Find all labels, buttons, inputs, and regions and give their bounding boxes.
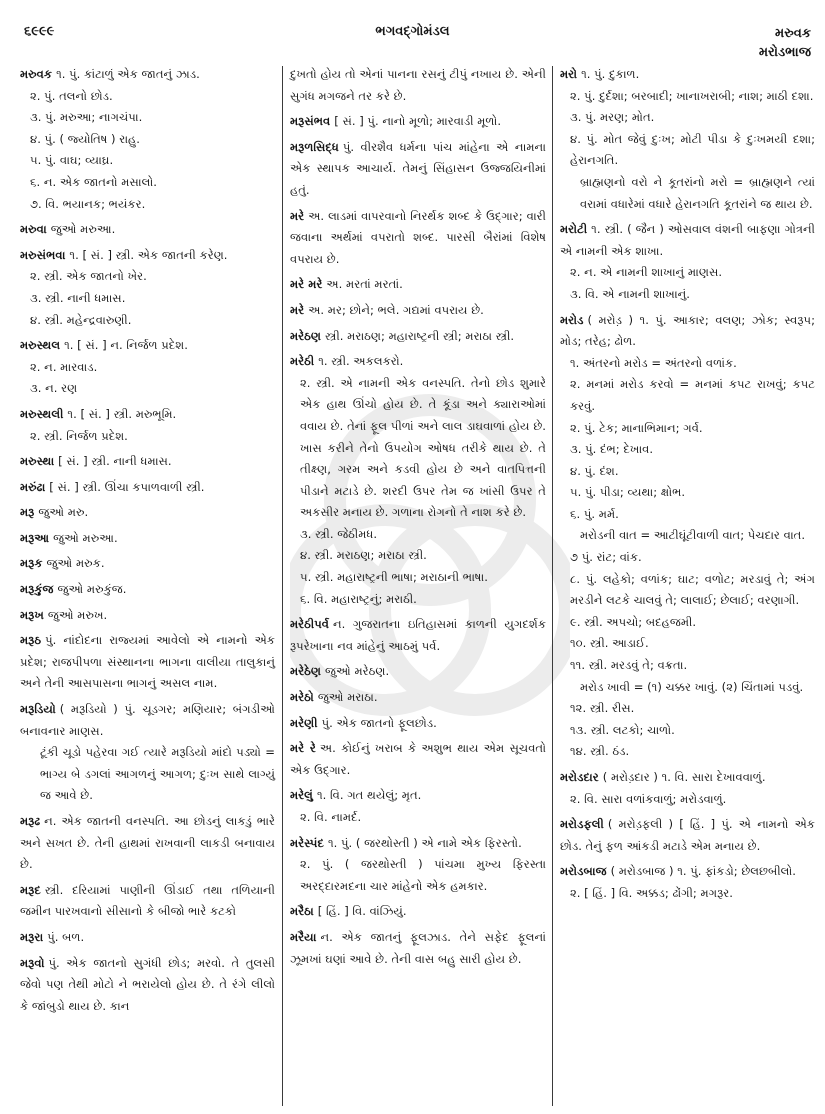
entry-first-line [290, 785, 546, 807]
entry-first-line [20, 502, 275, 524]
entry-first-line [20, 953, 275, 1018]
sense-line: ૩. સ્ત્રી. નાની ધમાસ. [30, 290, 126, 305]
headword: મરૂદ [20, 882, 41, 897]
headword: મરુવક [20, 67, 53, 81]
sense-line: ૭. વિ. ભયાનક; ભયંકર. [30, 196, 146, 211]
sense-line: ૨. ન. એ નામની શાખાનું માણસ. [570, 265, 723, 280]
definition-text: અ. મર; છોને; ભલે. ગદ્યમાં વપરાય છે. [308, 302, 484, 317]
sense-line: ૫. પું. વાઘ; વ્યાઘ્ર. [30, 153, 114, 168]
headword: મરુસ્થલી [20, 406, 64, 421]
sense-line: ૫. પું. પીડા; વ્યથા; ક્ષોભ. [570, 485, 686, 500]
definition-text: જુઓ મરેઠણ. [325, 664, 390, 679]
headword: મરે [290, 302, 305, 317]
entry-first-line [290, 274, 546, 296]
entry-first-line [20, 579, 275, 601]
dictionary-entry [20, 880, 275, 923]
dictionary-entry [20, 553, 275, 575]
sense-line: ૬. વિ. મહારાષ્ટ્રનું; મરાઠી. [300, 591, 417, 606]
dictionary-entry [290, 713, 546, 735]
sense-line: ૭ પું. રાંટ; વાંક. [570, 550, 642, 565]
dictionary-entry [20, 335, 275, 400]
definition-text: પું. એક જાતનો સુગંધી છોડ; મરવો. તે તુલસી જેવો પણ તેથી મોટો ને ભરાયેલો હોય છે. તે રંગે લીલો કે જાંબુડો થાય છે. કાન [20, 955, 275, 1013]
sense-line: ૯. સ્ત્રી. અપચો; બદહજમી. [570, 614, 697, 629]
headword: મરોટી [560, 222, 588, 237]
headword: મરોડ [560, 312, 584, 327]
dictionary-entry [290, 785, 546, 828]
dictionary-columns [0, 64, 825, 1114]
dictionary-entry [20, 219, 275, 241]
dictionary-entry [290, 326, 546, 348]
idiom-line: ટૂંકી ચૂડો પહેરવા ગઈ ત્યારે મરૂડિયો માંદો પડ્યો = ભાગ્ય બે ડગલાં આગળનું આગળ; દુઃખ સાથે લાગ્યું જ આવે છે. [40, 745, 275, 803]
definition-text: ન. એક જાતની વનસ્પતિ. આ છોડનું લાકડું ભારે અને સખત છે. તેની હાથમાં રાખવાની લાકડી બનાવાય છે. [20, 814, 275, 872]
headword: મરૈયા [290, 929, 317, 944]
headword: મરૂઢ [20, 814, 41, 828]
entry-first-line [560, 219, 815, 262]
guide-word-first: મરુવક [775, 26, 811, 41]
dictionary-entry [20, 477, 275, 499]
definition-text: અ. કોઈનું ખરાબ કે અશુભ થાય એમ સૂચવતો એક ઉદ્ગાર. [290, 741, 547, 777]
page-number: ૬૯૯૯ [24, 24, 55, 39]
entry-first-line [290, 738, 546, 781]
sense-line: ૨. મનમાં મરોડ કરવો = મનમાં કપટ રાખવું; કપટ કરવું. [570, 377, 815, 413]
definition-text: [ હિં. ] વિ. વાંઝિયું. [317, 904, 407, 919]
definition-text: અ. મરતાં મરતાં. [326, 277, 403, 292]
definition-text: જુઓ મરુકુંજ. [57, 582, 127, 597]
entry-first-line [290, 614, 546, 657]
entry-first-line [560, 814, 815, 857]
sense-line: ૪. પું. દંશ. [570, 463, 619, 478]
sense-line: ૩. સ્ત્રી. જેઠીમધ. [300, 526, 378, 541]
column-divider [282, 66, 283, 1106]
sense-line: ૨. સ્ત્રી. એ નામની એક વનસ્પતિ. તેનો છોડ શુમારે એક હાથ ઊંચો હોય છે. તે કૂંડા અને ક્યારાઓમાં વવાય છે. તેનાં ફૂલ પીળાં અને લાલ ડાઘવાળાં હોય છે. ખાસ કરીને તેનો ઉપયોગ ઓષધ તરીકે થાય છે. તે તીક્ષ્ણ, ગરમ અને કડવી હોય છે અને વાતપિત્તની પીડાને મટાડે છે. શરદી ઉપર તેમ જ ખાંસી ઉપર તે અકસીર મનાય છે. ગળાના રોગનો તે નાશ કરે છે. [300, 375, 546, 520]
entry-first-line [290, 661, 546, 683]
sense-line: ૧૦. સ્ત્રી. આડાઈ. [570, 636, 649, 651]
dictionary-entry [20, 245, 275, 331]
headword: મરોડદાર [560, 770, 599, 784]
definition-text: પું. નાંદોદના રાજ્યમાં આવેલો એ નામનો એક પ્રદેશ; રાજપીપળા સંસ્થાનના ભાગના વાલીયા તાલુકાનું અને તેની આસપાસના ભાગનું અસલ નામ. [20, 633, 275, 691]
dictionary-entry [560, 310, 815, 763]
column-right [560, 64, 815, 909]
sense-line: ૪. સ્ત્રી. મહેન્દ્રવારુણી. [30, 312, 132, 327]
headword: મરેલું [290, 788, 313, 803]
entry-first-line [290, 206, 546, 271]
dictionary-entry [20, 811, 275, 876]
dictionary-entry [290, 833, 546, 898]
definition-text: દુખતો હોય તો એનાં પાનના રસનું ટીપું નખાય છે. એની સુગંધ મગજને તર કરે છે. [290, 67, 546, 103]
headword: મરૂડિયો [20, 702, 56, 717]
definition-text: ૧. [ સં. ] સ્ત્રી. મરુભૂમિ. [67, 406, 177, 421]
dictionary-entry [20, 927, 275, 949]
headword: મરેસ્પંદ [290, 835, 324, 850]
page-header [0, 22, 825, 62]
sense-line: ૬. ન. એક જાતનો મસાલો. [30, 174, 157, 189]
definition-text: ન. ગુજરાતના ઇતિહાસમાં કાળની યુગદર્શક રૂપરેખાના નવ માંહેનું આઠમું પર્વ. [290, 617, 546, 653]
headword: મરૂઠ [20, 633, 42, 648]
definition-text: સ્ત્રી. મરાઠણ; મહારાષ્ટ્રની સ્ત્રી; મરાઠા સ્ત્રી. [325, 328, 515, 343]
definition-text: [ સં. ] પું. નાનો મૂળો; મારવાડી મૂળો. [334, 114, 502, 129]
headword: મરૂરા [20, 929, 44, 944]
sense-line: ૩. ન. રણ [30, 381, 78, 396]
dictionary-entry [290, 64, 546, 107]
dictionary-entry [20, 64, 275, 215]
column-left [20, 64, 275, 1021]
sense-line: ૩. પું. મરુઆ; નાગચંપા. [30, 110, 143, 125]
headword: મરૂળસિદ્ધ [290, 139, 339, 154]
definition-text: ૧. પું. ( જરથોસ્તી ) એ નામે એક ફિરસ્તો. [327, 835, 522, 850]
sense-line: ૨. વિ. નામર્દ. [300, 810, 362, 824]
entry-first-line [20, 528, 275, 550]
headword: મરેઠીપર્વ [290, 617, 329, 632]
sense-line: ૨. પું. દુર્દશા; બરબાદી; ખાનાખરાબી; નાશ; માઠી દશા. [570, 88, 814, 103]
headword: મરુવા [20, 222, 47, 237]
dictionary-entry [290, 274, 546, 296]
headword: મરુસ્થલ [20, 338, 61, 353]
definition-text: ( મરોડ઼ ) ૧. પું. આકાર; વલણ; ઝોક; સ્વરૂપ; મોડ; તરેહ; ઢોળ. [560, 312, 815, 349]
idiom-line: મરોડની વાત = આટીઘૂંટીવાળી વાત; પેચદાર વાત. [580, 528, 806, 543]
definition-text: ( મરોડબાજ ) ૧. પું. ફાંકડો; છેલછબીલો. [610, 864, 796, 879]
dictionary-entry [20, 404, 275, 447]
dictionary-entry [290, 614, 546, 657]
headword: મરૂખ [20, 607, 44, 622]
entry-first-line [20, 404, 275, 426]
dictionary-entry [20, 605, 275, 627]
sense-line: ૩. વિ. એ નામની શાખાનું. [570, 286, 690, 301]
entry-first-line [560, 767, 815, 789]
entry-first-line [20, 335, 275, 357]
dictionary-entry [20, 579, 275, 601]
entry-first-line [20, 219, 275, 241]
headword: મરૂ [20, 505, 35, 520]
definition-text: સ્ત્રી. દરિયામાં પાણીની ઊંડાઈ તથા તળિયાની જમીન પારખવાનો સીસાનો કે બીજો ભારે કટકો [20, 882, 275, 919]
sense-line: ૨. ન. મારવાડ. [30, 359, 98, 374]
definition-text: જુઓ મરુઆ. [50, 222, 116, 237]
sense-line: ૨. સ્ત્રી. એક જાતનો ખેર. [30, 269, 147, 284]
definition-text: પું. બળ. [47, 929, 85, 944]
sense-line: ૨. [ હિં. ] વિ. અક્કડ; ઢોંગી; મગરૂર. [570, 885, 733, 900]
entry-first-line [20, 451, 275, 473]
definition-text: જુઓ મરુઆ. [53, 530, 118, 545]
sense-line: ૧. અંતરનો મરોડ = અંતરનો વળાંક. [570, 355, 737, 370]
dictionary-entry [290, 687, 546, 709]
definition-text: ૧. સ્ત્રી. ( જૈન ) ઓસવાલ વંશની બાફણા ગોત્રની એ નામની એક શાખા. [560, 222, 815, 258]
headword: મરે મરે [290, 277, 323, 292]
definition-text: ન. એક જાતનું ફૂલઝાડ. તેને સફેદ ફૂલનાં ઝૂમખાં ઘણાં આવે છે. તેની વાસ બહુ સારી હોય છે. [290, 929, 546, 966]
sense-line: ૨. સ્ત્રી. નિર્જળ પ્રદેશ. [30, 428, 128, 443]
dictionary-entry [560, 64, 815, 215]
headword: મરોડફલી [560, 817, 604, 832]
entry-first-line [560, 64, 815, 86]
entry-first-line [20, 927, 275, 949]
entry-first-line [20, 699, 275, 742]
headword: મરૂઆ [20, 530, 50, 545]
entry-first-line [290, 927, 546, 970]
headword: મરે [290, 208, 305, 223]
headword: મરે રે [290, 741, 316, 756]
guide-word-last: મરોડભાજ [758, 45, 811, 60]
running-title: ભગવદ્ગોમંડલ [375, 24, 450, 39]
definition-text: ( મરૂડિયો ) પું. ચૂડગર; મણિયાર; બંગડીઓ બનાવનાર માણસ. [20, 702, 275, 738]
definition-text: ૧. [ સં. ] સ્ત્રી. એક જાતની કરેણ. [69, 247, 228, 262]
dictionary-entry [20, 502, 275, 524]
headword: મરેઠો [290, 690, 314, 705]
sense-line: ૧૧. સ્ત્રી. મરડવું તે; વક્રતા. [570, 658, 688, 673]
sense-line: ૪. પું. મોત જેવું દુઃખ; મોટી પીડા કે દુઃખમયી દશા; હેરાનગતિ. [570, 131, 815, 168]
entry-first-line [20, 880, 275, 923]
dictionary-entry [290, 137, 546, 202]
headword: મરેણી [290, 715, 318, 730]
dictionary-entry [290, 351, 546, 610]
headword: મરૂવો [20, 955, 45, 970]
headword: મરૂકુંજ [20, 582, 54, 597]
definition-text: ( મરોડ઼ફલી ) [ હિં. ] પું. એ નામનો એક છોડ. તેનું ફળ આંકડી મટાડે એમ મનાય છે. [560, 817, 815, 853]
entry-first-line [290, 111, 546, 133]
headword: મરેઠી [290, 354, 315, 369]
entry-first-line [20, 605, 275, 627]
headword: મરોડબાજ [560, 864, 607, 879]
sense-line: ૨. પું. ( જરથોસ્તી ) પાંચમા મુખ્ય ફિરસ્તા અરદ્દારમદના ચાર માંહેનો એક હમકાર. [300, 857, 546, 893]
dictionary-entry [560, 814, 815, 857]
definition-text: ૧. પું. કાંટાળું એક જાતનું ઝાડ. [56, 67, 200, 81]
sense-line: ૩. પું. દંભ; દેખાવ. [570, 442, 654, 457]
headword: મરુસંભવા [20, 247, 66, 262]
entry-first-line [290, 687, 546, 709]
column-divider [552, 66, 553, 1106]
dictionary-entry [290, 927, 546, 970]
dictionary-entry [290, 738, 546, 781]
sense-line: ૩. પું. મરણ; મોત. [570, 110, 655, 125]
guide-words [759, 24, 811, 62]
entry-first-line [290, 833, 546, 855]
sense-line: ૧૪. સ્ત્રી. ઠંડ. [570, 744, 630, 759]
definition-text: [ સં. ] સ્ત્રી. નાની ધમાસ. [58, 454, 172, 469]
headword: મરૂક [20, 556, 43, 571]
entry-first-line [20, 553, 275, 575]
sense-line: ૨. વિ. સારા વળાંકવાળું; મરોડવાળું. [570, 791, 727, 806]
dictionary-entry [290, 661, 546, 683]
entry-first-line [560, 310, 815, 353]
dictionary-entry [20, 699, 275, 807]
definition-text: ( મરોડ઼દાર ) ૧. વિ. સારા દેખાવવાળું. [602, 770, 766, 784]
headword: મરુંઢા [20, 479, 46, 494]
entry-first-line [290, 351, 546, 373]
entry-first-line [20, 811, 275, 876]
dictionary-entry [290, 901, 546, 923]
dictionary-entry [560, 767, 815, 810]
definition-text: ૧. [ સં. ] ન. નિર્જળ પ્રદેશ. [64, 338, 188, 353]
dictionary-entry [20, 528, 275, 550]
definition-text: ૧. વિ. ગત થયેલું; મૃત. [316, 788, 422, 803]
entry-first-line [560, 861, 815, 883]
dictionary-entry [20, 630, 275, 695]
sense-line: ૨. પું. તલનો છોડ. [30, 88, 113, 103]
entry-first-line [20, 245, 275, 267]
entry-first-line [290, 326, 546, 348]
definition-text: પું. વીરશૈવ ધર્મના પાંચ માંહેના એ નામના એક સ્થાપક આચાર્ય. તેમનું સિંહાસન ઉજ્જયિનીમાં હતું. [290, 139, 546, 197]
headword: મરુસ્થા [20, 454, 55, 469]
headword: મરેઠેણ [290, 664, 322, 679]
entry-first-line [290, 64, 546, 107]
headword: મરૂસંભવ [290, 114, 331, 129]
definition-text: જુઓ મરુખ. [47, 607, 108, 622]
entry-first-line [290, 300, 546, 322]
entry-first-line [290, 713, 546, 735]
definition-text: ૧. સ્ત્રી. અકલકરો. [318, 354, 404, 369]
entry-first-line [20, 477, 275, 499]
idiom-line: મરોડ ખાવી = (૧) ચક્કર ખાવું. (૨) ચિંતામાં પડવું. [580, 679, 804, 694]
column-middle [290, 64, 546, 974]
dictionary-entry [290, 206, 546, 271]
entry-first-line [290, 901, 546, 923]
definition-text: અ. લાડમાં વાપરવાનો નિરર્થક શબ્દ કે ઉદ્ગાર; વારી જવાના અર્થમાં વપરાતો શબ્દ. પારસી બૈરાંમાં વિશેષ વપરાય છે. [290, 208, 546, 266]
definition-text: જુઓ મરુક. [46, 556, 105, 571]
sense-line: ૧૩. સ્ત્રી. લટકો; ચાળો. [570, 722, 675, 737]
entry-first-line [20, 64, 275, 86]
dictionary-entry [20, 953, 275, 1018]
entry-first-line [20, 630, 275, 695]
headword: મરેઠણ [290, 328, 322, 343]
idiom-line: બ્રાહ્મણનો વરો ને કૂતરાંનો મરો = બ્રાહ્મણને ત્યાં વરામાં વધારેમાં વધારે હેરાનગતિ કૂતરાંને જ થાય છે. [580, 174, 815, 211]
dictionary-entry [290, 111, 546, 133]
definition-text: ૧. પું. દુકાળ. [581, 67, 640, 81]
sense-line: ૪. પું. ( જ્યોતિષ ) રાહુ. [30, 131, 140, 146]
sense-line: ૧૨. સ્ત્રી. રીસ. [570, 701, 635, 716]
dictionary-entry [560, 219, 815, 305]
sense-line: ૫. સ્ત્રી. મહારાષ્ટ્રની ભાષા; મરાઠાની ભાષા. [300, 570, 488, 585]
dictionary-entry [20, 451, 275, 473]
definition-text: પું. એક જાતનો ફૂલછોડ. [321, 715, 437, 730]
sense-line: ૪. સ્ત્રી. મરાઠણ; મરાઠા સ્ત્રી. [300, 548, 427, 563]
sense-line: ૬. પું. મર્મ. [570, 506, 619, 521]
sense-line: ૨. પું. ટેક; માનાભિમાન; ગર્વ. [570, 420, 703, 435]
definition-text: [ સં. ] સ્ત્રી. ઊંચા કપાળવાળી સ્ત્રી. [49, 479, 205, 494]
dictionary-entry [560, 861, 815, 904]
headword: મરૈઠા [290, 904, 314, 919]
headword: મરો [560, 67, 578, 81]
definition-text: જુઓ મરાઠા. [317, 690, 378, 705]
dictionary-entry [290, 300, 546, 322]
sense-line: ૮. પું. લહેકો; વળાંક; ઘાટ; વળોટ; મરડાવું તે; અંગ મરડીને લટકે ચાલવું તે; લાલાઈ; છેલાઈ; વરણાગી. [570, 571, 815, 608]
entry-first-line [290, 137, 546, 202]
definition-text: જુઓ મરુ. [38, 505, 89, 520]
